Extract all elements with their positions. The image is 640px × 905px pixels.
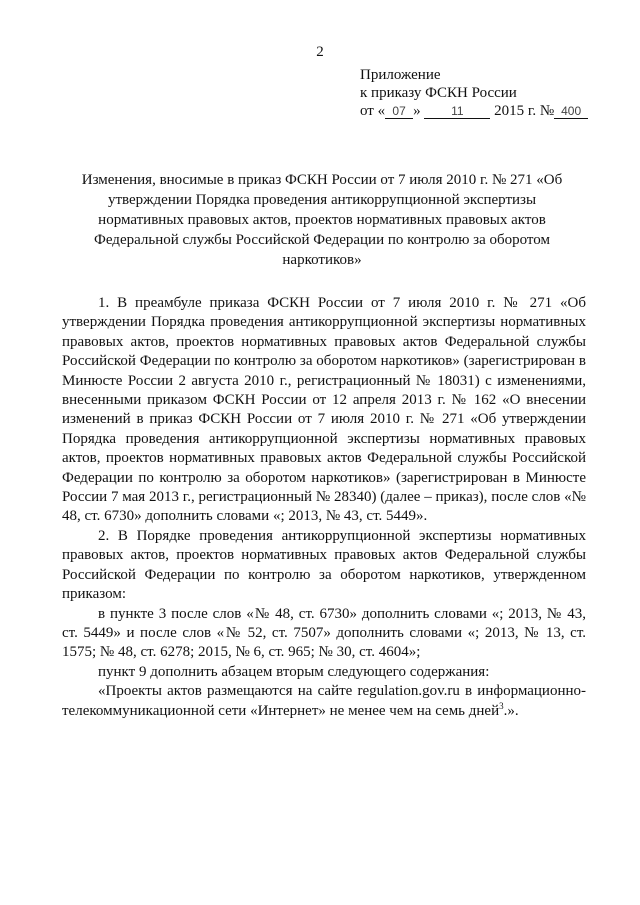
paragraph-5-text: «Проекты актов размещаются на сайте regulation.gov.ru в информационно-телекоммуникационной сети «Интернет» не менее чем на семь дней [62,683,586,719]
appendix-block [360,66,588,120]
date-year: 2015 г. № [494,103,555,119]
date-prefix: от « [360,103,386,119]
handwritten-month: 11 [424,104,490,119]
paragraph-5 [62,682,586,721]
paragraph-1: 1. В преамбуле приказа ФСКН России от 7 июля 2010 г. № 271 «Об утверждении Порядка проведения антикоррупционной экспертизы нормативных правовых актов, проектов нормативных правовых актов Федеральной службы Российской Федерации по контролю за оборотом наркотиков» (зарегистрирован в Минюсте России 2 августа 2010 г., регистрационный № 18031) с изменениями, внесенными приказом ФСКН России от 12 апреля 2013 г. № 162 «О внесении изменений в приказ ФСКН России от 7 июля 2010 г. № 271 «Об утверждении Порядка проведения антикоррупционной экспертизы нормативных правовых актов, проектов нормативных правовых актов Федеральной службы Российской Федерации по контролю за оборотом наркотиков» (зарегистрирован в Минюсте России 7 мая 2013 г., регистрационный № 28340) (далее – приказ), после слов «№ 48, ст. 6730» дополнить словами «; 2013, № 43, ст. 5449». [62,295,586,525]
appendix-title: Приложение [360,67,441,83]
paragraph-2: 2. В Порядке проведения антикоррупционной экспертизы нормативных правовых актов, проектов нормативных правовых актов Федеральной службы Российской Федерации по контролю за оборотом наркотиков, утвержденном приказом: [62,527,586,603]
paragraph-3: в пункте 3 после слов «№ 48, ст. 6730» дополнить словами «; 2013, № 43, ст. 5449» и после слов «№ 52, ст. 7507» дополнить словами «; 2013, № 13, ст. 1575; № 48, ст. 6278; 2015, № 6, ст. 965; № 30, ст. 4604»; [62,605,586,661]
document-title: Изменения, вносимые в приказ ФСКН России от 7 июля 2010 г. № 271 «Об утверждении Порядка проведения антикоррупционной экспертизы нормативных правовых актов, проектов нормативных правовых актов Федеральной службы Российской Федерации по контролю за оборотом наркотиков» [81,172,563,268]
document-body [62,294,586,721]
date-mid: » [413,103,421,119]
handwritten-order-number: 400 [554,104,588,119]
appendix-date-line [360,102,588,120]
paragraph-4: пункт 9 дополнить абзацем вторым следующего содержания: [98,663,490,680]
appendix-order-reference: к приказу ФСКН России [360,85,517,101]
footnote-marker: 3 [499,700,504,711]
paragraph-5-end: .». [503,702,519,719]
handwritten-day: 07 [385,104,413,119]
page-number: 2 [316,44,324,60]
